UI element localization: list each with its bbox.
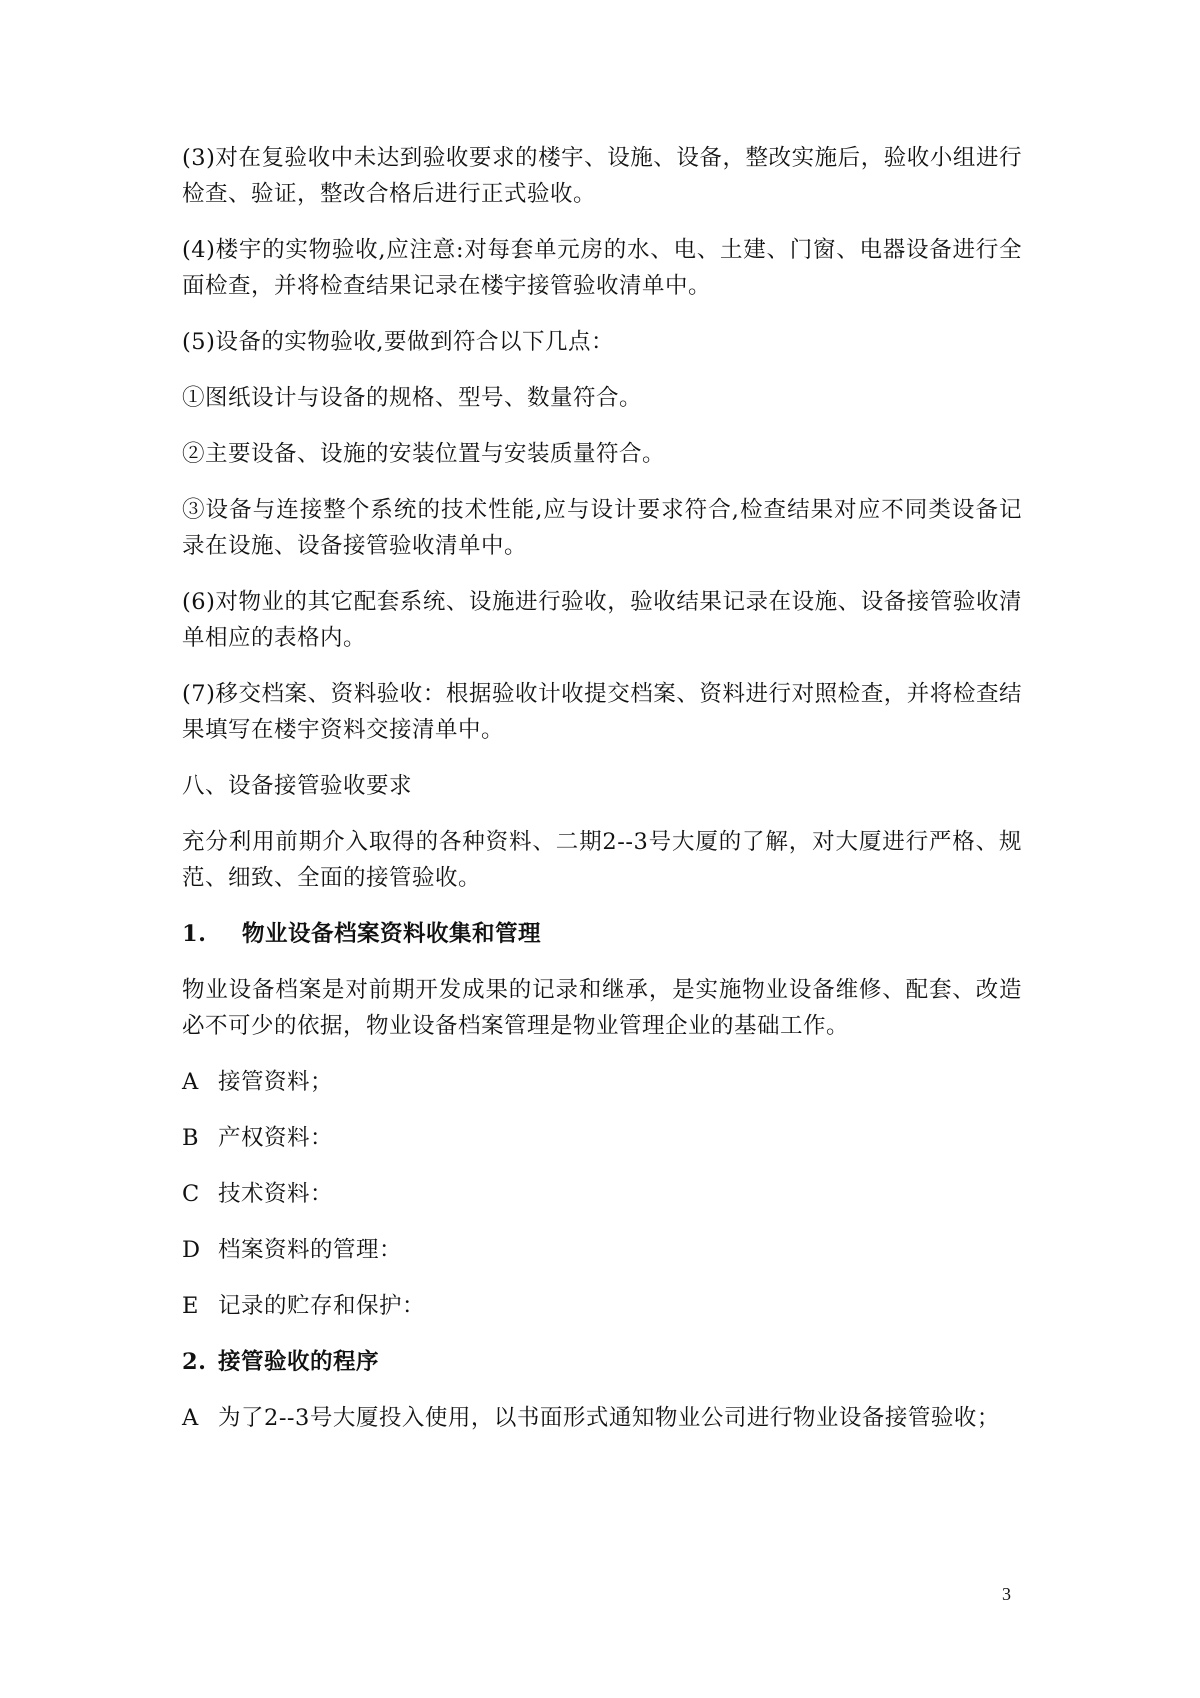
list-item-e-text: 记录的贮存和保护： — [218, 1293, 426, 1319]
list-item-b-label: B — [182, 1125, 200, 1151]
list-item-e — [182, 1288, 1022, 1324]
paragraph-sub-item-3: ③设备与连接整个系统的技术性能,应与设计要求符合,检查结果对应不同类设备记录在设施、设备接管验收清单中。 — [182, 497, 1022, 559]
paragraph-item-6: (6)对物业的其它配套系统、设施进行验收，验收结果记录在设施、设备接管验收清单相应的表格内。 — [182, 589, 1022, 651]
list-item-b — [182, 1120, 1022, 1156]
paragraph-intro: 充分利用前期介入取得的各种资料、二期2--3号大厦的了解，对大厦进行严格、规范、细致、全面的接管验收。 — [182, 829, 1022, 891]
paragraph-sub-item-1: ①图纸设计与设备的规格、型号、数量符合。 — [182, 385, 643, 411]
heading-2-text: 接管验收的程序 — [218, 1349, 380, 1375]
paragraph-sub-item-2: ②主要设备、设施的安装位置与安装质量符合。 — [182, 441, 666, 467]
heading-2-number: 2. — [182, 1349, 207, 1375]
page-number: 3 — [1002, 1584, 1011, 1604]
page-body — [182, 140, 1022, 1456]
list-item-procedure-a-text: 为了2--3号大厦投入使用，以书面形式通知物业公司进行物业设备接管验收； — [218, 1405, 1000, 1431]
paragraph-archive: 物业设备档案是对前期开发成果的记录和继承，是实施物业设备维修、配套、改造必不可少的依据，物业设备档案管理是物业管理企业的基础工作。 — [182, 977, 1022, 1039]
paragraph-item-7: (7)移交档案、资料验收：根据验收计收提交档案、资料进行对照检查，并将检查结果填写在楼宇资料交接清单中。 — [182, 681, 1022, 743]
list-item-a-text: 接管资料； — [218, 1069, 334, 1095]
list-item-d-text: 档案资料的管理： — [218, 1237, 403, 1263]
list-item-c-label: C — [182, 1181, 200, 1207]
list-item-c — [182, 1176, 1022, 1212]
list-item-d-label: D — [182, 1237, 201, 1263]
list-item-a — [182, 1064, 1022, 1100]
paragraph-item-4: (4)楼宇的实物验收,应注意:对每套单元房的水、电、土建、门窗、电器设备进行全面检查，并将检查结果记录在楼宇接管验收清单中。 — [182, 237, 1022, 299]
list-item-c-text: 技术资料： — [218, 1181, 334, 1207]
paragraph-item-3: (3)对在复验收中未达到验收要求的楼宇、设施、设备，整改实施后，验收小组进行检查、验证，整改合格后进行正式验收。 — [182, 145, 1022, 207]
list-item-procedure-a — [182, 1400, 1022, 1436]
list-item-b-text: 产权资料： — [218, 1125, 334, 1151]
paragraph-item-5: (5)设备的实物验收,要做到符合以下几点： — [182, 329, 615, 355]
list-item-a-label: A — [182, 1069, 199, 1095]
heading-1 — [182, 916, 1022, 952]
heading-1-number: 1. — [182, 921, 207, 947]
list-item-procedure-a-label: A — [182, 1405, 199, 1431]
list-item-e-label: E — [182, 1293, 199, 1319]
section-heading-8: 八、设备接管验收要求 — [182, 773, 413, 799]
heading-1-text: 物业设备档案资料收集和管理 — [242, 921, 542, 947]
heading-2 — [182, 1344, 1022, 1380]
list-item-d — [182, 1232, 1022, 1268]
